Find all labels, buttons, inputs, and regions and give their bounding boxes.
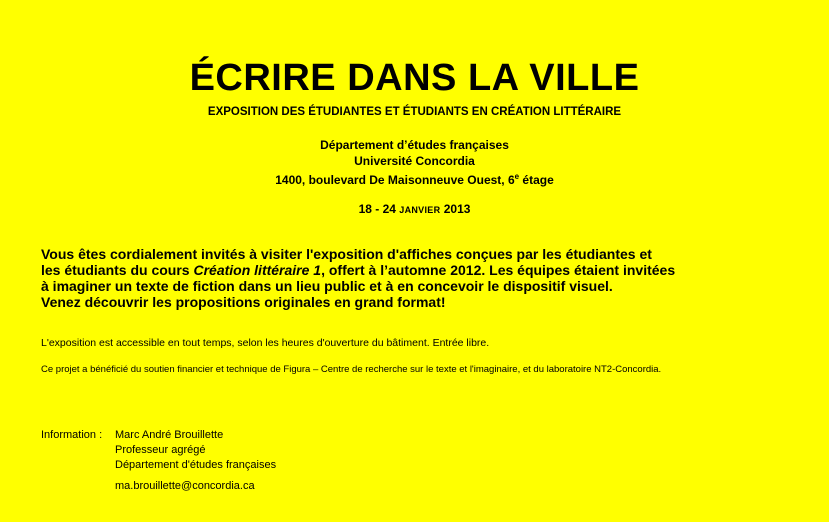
intro-line-2-suffix: , offert à l’automne 2012. Les équipes étaient invitées bbox=[321, 262, 676, 278]
date-year: 2013 bbox=[440, 202, 471, 216]
contact-label: Information : bbox=[41, 429, 103, 441]
contact-role: Professeur agrégé bbox=[115, 444, 206, 456]
course-name: Création littéraire 1 bbox=[193, 262, 322, 278]
floor-suffix: étage bbox=[519, 173, 554, 187]
page-subtitle: EXPOSITION DES ÉTUDIANTES ET ÉTUDIANTS EN CRÉATION LITTÉRAIRE bbox=[207, 106, 622, 118]
department-name: Département d’études françaises bbox=[320, 138, 509, 152]
access-note: L'exposition est accessible en tout temps, selon les heures d'ouverture du bâtiment. Entrée libre. bbox=[41, 337, 490, 349]
street-address bbox=[0, 169, 829, 188]
intro-line-2-prefix: les étudiants du cours bbox=[41, 262, 194, 278]
contact-department: Département d'études françaises bbox=[115, 459, 277, 471]
contact-email: ma.brouillette@concordia.ca bbox=[115, 480, 255, 492]
date-month: JANVIER bbox=[399, 205, 441, 215]
floor-superscript: e bbox=[514, 172, 520, 181]
exhibition-dates bbox=[0, 201, 829, 218]
contact-name: Marc André Brouillette bbox=[115, 429, 224, 441]
intro-line-3: à imaginer un texte de fiction dans un lieu public et à en concevoir le dispositif visuel. bbox=[41, 278, 613, 294]
street-prefix: 1400, boulevard De Maisonneuve Ouest, 6 bbox=[275, 173, 515, 187]
support-note: Ce projet a bénéficié du soutien financier et technique de Figura – Centre de recherche sur le texte et l'imaginaire, et du laboratoire NT2-Concordia. bbox=[41, 364, 662, 375]
page-title: ÉCRIRE DANS LA VILLE bbox=[189, 57, 640, 99]
intro-line-2 bbox=[41, 262, 801, 278]
intro-line-1: Vous êtes cordialement invités à visiter l'exposition d'affiches conçues par les étudiantes et bbox=[41, 246, 652, 262]
invitation-paragraph bbox=[41, 246, 801, 310]
intro-line-4: Venez découvrir les propositions originales en grand format! bbox=[41, 294, 446, 310]
contact-row bbox=[41, 428, 276, 443]
venue-address bbox=[0, 137, 829, 188]
date-days: 18 - 24 bbox=[358, 202, 400, 216]
contact-block bbox=[41, 428, 276, 494]
university-name: Université Concordia bbox=[354, 154, 475, 168]
